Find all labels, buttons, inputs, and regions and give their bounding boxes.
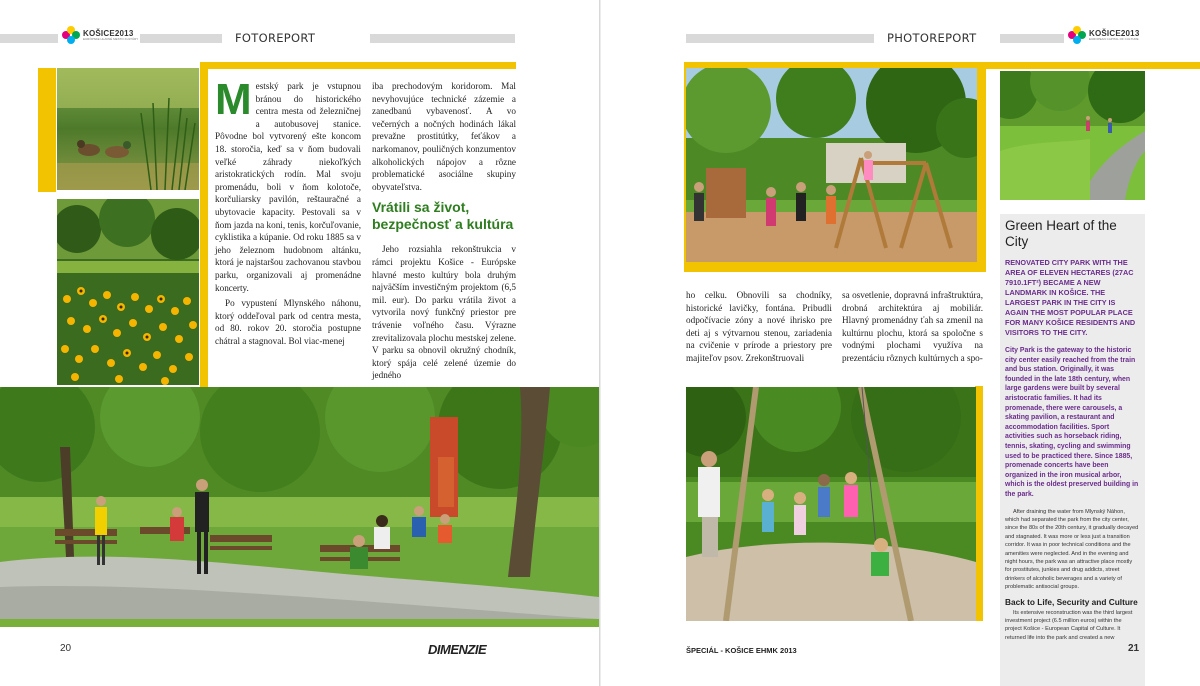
kosice-flower-icon — [62, 26, 80, 44]
photo-kids-swing — [686, 387, 976, 621]
photo-park-path — [1000, 71, 1145, 200]
sidebar-paragraph: Its extensive reconstruction was the third largest investment project (6.5 million euros) within the project Košice - European Capital of Culture. It returned life into the park and created a new — [1005, 609, 1133, 641]
header-bar-right-mid — [1000, 34, 1064, 43]
page-number-left: 20 — [60, 643, 72, 654]
article-paragraph: sa osvetlenie, dopravná infraštruktúra, drobná architektúra aj mobiliár. Hlavný promenádny ťah sa zmenil na kultúrnu plochu, ktorá sa spoločne s vodnými plochami využíva na prezentáciu rôznych kultúrnych a spo- — [842, 290, 983, 363]
article-paragraph: Po vypustení Mlynského náhonu, ktorý oddeľoval park od centra mesta, od 80. rokov 20. storočia postupne chátral a stagnoval. Bol viac-menej — [215, 298, 361, 346]
article-paragraph: ho celku. Obnovili sa chodníky, historické lavičky, fontána. Pribudli odpočívacie zóny a nové ihrisko pre deti aj s výtvarnou stenou, zariadenia na cvičenie v prírode a priestory pre majiteľov psov. Zrekonštruovali — [686, 290, 832, 363]
yellow-frame-kids — [975, 386, 983, 621]
article-subheading: Vrátili sa život, bezpečnosť a kultúra — [372, 199, 514, 233]
article-paragraph: iba prechodovým koridorom. Mal nevyhovujúce technické zázemie a zanedbanú vybavenosť. A vo večerných a nočných hodinách lákal prevažne prostitútky, feťákov a narkomanov, pouličných konzumentov alkoholických nápojov a rôzne problematické asociálne skupiny obyvateľstva. — [372, 81, 516, 192]
article-column-1 — [215, 75, 361, 350]
header-bar-right-left — [686, 34, 874, 43]
article-paragraph: Jeho rozsiahla rekonštrukcia v rámci projektu Košice - Európske hlavné mesto kultúry bola druhým najväčším investičným projektom (6,5 mil. eur). Do parku vrátila život a vytvorila nový funkčný priestor pre trávenie voľného času. Výrazne zrevitalizovala plochu mestskej zelene. V parku sa obnovil okružný chodník, ktorý spája celé zelené územie do jedného — [372, 244, 516, 381]
kosice-logo-right — [1068, 26, 1139, 44]
article-column-3 — [686, 289, 832, 368]
yellow-accent-left — [38, 68, 56, 192]
header-bar-left-right — [370, 34, 515, 43]
photo-yellow-flowers — [57, 199, 199, 385]
dimenzie-logo: DIMENZIE — [428, 642, 487, 657]
english-sidebar — [1000, 214, 1145, 686]
sidebar-lead: RENOVATED CITY PARK WITH THE AREA OF ELEVEN HECTARES (27AC 7910.1FT²) BECAME A NEW LANDMARK IN KOŠICE. THE LARGEST PARK IN THE CITY IS AGAIN THE MOST POPULAR PLACE FOR MANY KOŠICE RESIDENTS AND VISITORS TO THE CITY. — [1005, 258, 1136, 337]
sidebar-title: Green Heart of the City — [1005, 218, 1117, 249]
dropcap-letter: M — [215, 75, 252, 124]
section-label-left: FOTOREPORT — [235, 31, 316, 45]
footer-special-label: ŠPECIÁL - KOŠICE EHMK 2013 — [686, 646, 797, 655]
sidebar-body: City Park is the gateway to the historic city center easily reached from the train and bus station. Originally, it was founded in the late 18th century, when large gardens were built by several aristocratic families. It had its promenade, there were carousels, a skating pavilion, a restaurant and accommodation facilities. Sport activities such as horseback riding, tennis, skating, cycling and swimming used to be practiced there. Since 1885, promenade concerts have been organized in the iron musical arbor, which is the oldest preserved building in the park. — [1005, 347, 1139, 498]
header-bar-left-outer — [0, 34, 58, 43]
logo-subtext: EURÓPSKE HLAVNÉ MESTO KULTÚRY — [83, 36, 139, 41]
photo-park-benches — [0, 387, 599, 627]
page-spine — [599, 0, 601, 686]
kosice-logo-left — [62, 26, 138, 44]
sidebar-subheading: Back to Life, Security and Culture — [1005, 596, 1138, 607]
yellow-frame-top-right — [978, 62, 1200, 69]
page-number-right: 21 — [1128, 643, 1140, 654]
section-label-right: PHOTOREPORT — [887, 31, 977, 45]
article-column-4 — [842, 289, 983, 368]
photo-ducks-pond — [57, 68, 199, 190]
yellow-frame-side — [200, 62, 208, 392]
logo-text: KOŠICE2013 — [83, 28, 134, 38]
photo-playground — [686, 68, 977, 262]
sidebar-paragraph: After draining the water from Mlynský Náhon, which had separated the park from the city center, since the 80s of the 20th century, it gradually decayed and stagnated. It was more or less just a transition corridor. It was in poor technical conditions and the amenities were neglected. And in the evening and night hours, the park was an attractive place mostly for prostitutes, junkies and drug addicts, street drinkers of alcoholic beverages and a variety of problematic antisocial groups. — [1005, 508, 1139, 591]
yellow-frame-top — [200, 62, 516, 69]
logo-subtext: EUROPEAN CAPITAL OF CULTURE — [1089, 36, 1139, 41]
article-paragraph: estský park je vstupnou bránou do historického centra mesta od železničnej a autobusovej stanice. Pôvodne bol vytvorený ešte koncom 18. storočia, keď sa v ňom budovali veľké záhrady niekoľkých aristokratických rodín. Mal svoju promenádu, boli v ňom kolotoče, korčuliarsky pavilón, reštauračné a ubytovacie kapacity. Pestovali sa v ňom jazda na koni, tenis, korčuľovanie, cyklistika a kúpanie. Od roku 1885 sa v jeho železnom hudobnom altánku, ktorá je najstaršou zachovanou stavbou parku, organizovali aj promenádne koncerty. — [215, 81, 361, 293]
header-bar-left-mid — [140, 34, 222, 43]
article-column-2 — [372, 80, 516, 385]
kosice-flower-icon — [1068, 26, 1086, 44]
logo-text: KOŠICE2013 — [1089, 28, 1140, 38]
